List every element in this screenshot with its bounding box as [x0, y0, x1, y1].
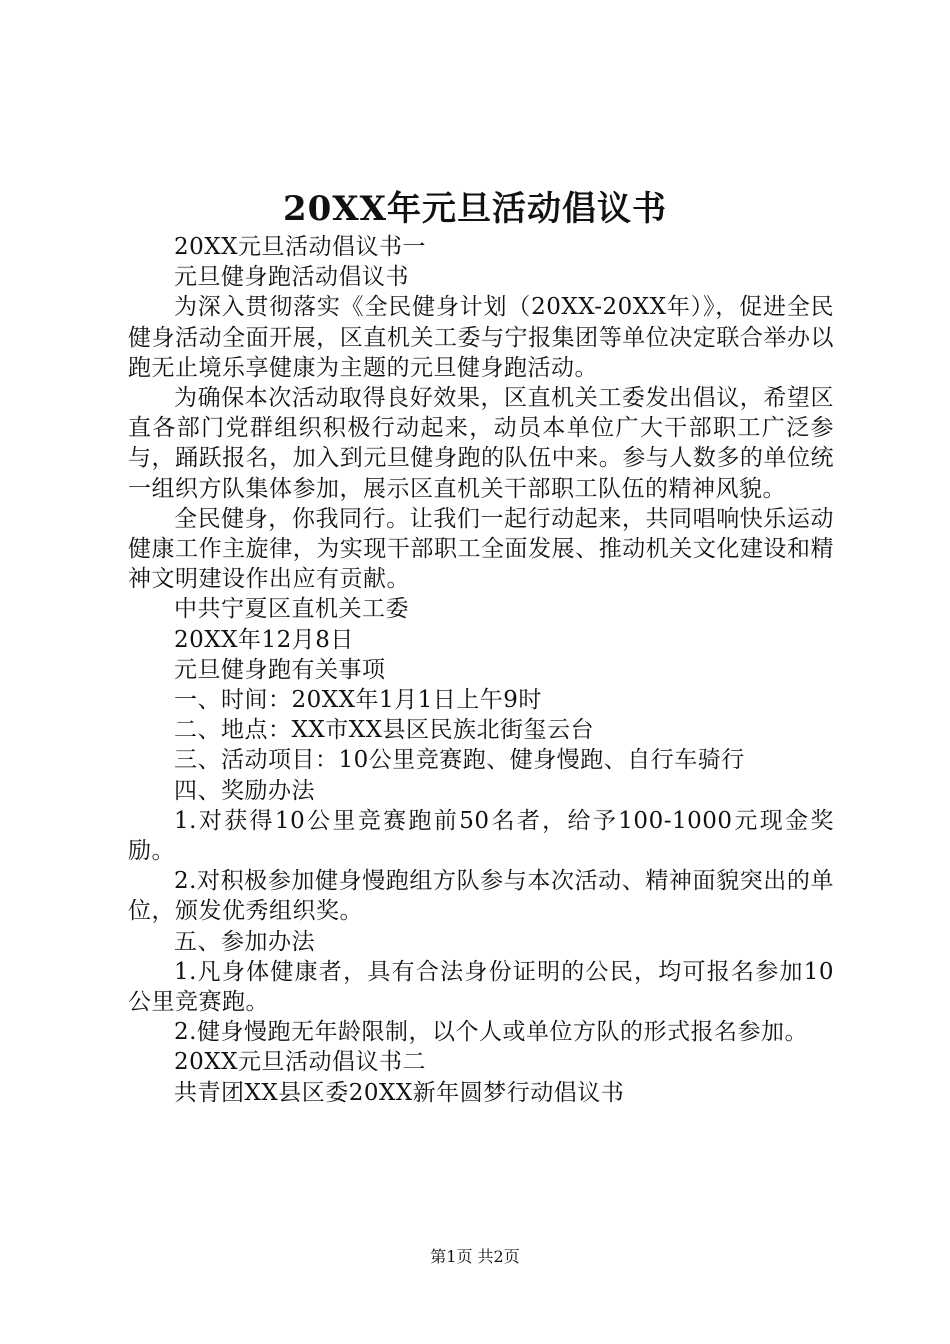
document-title: 20XX年元旦活动倡议书 — [282, 189, 668, 229]
paragraph: 20XX元旦活动倡议书一 — [174, 234, 427, 260]
paragraph: 全民健身，你我同行。让我们一起行动起来，共同唱响快乐运动健康工作主旋律，为实现干部职工全面发展、推动机关文化建设和精神文明建设作出应有贡献。 — [128, 505, 834, 593]
paragraph: 一、时间：20XX年1月1日上午9时 — [174, 687, 542, 714]
paragraph: 1.凡身体健康者，具有合法身份证明的公民，均可报名参加10公里竞赛跑。 — [128, 958, 834, 1016]
paragraph: 20XX元旦活动倡议书二 — [174, 1049, 427, 1076]
paragraph: 五、参加办法 — [174, 928, 315, 955]
paragraph: 元旦健身跑活动倡议书 — [174, 264, 409, 291]
paragraph: 为确保本次活动取得良好效果，区直机关工委发出倡议，希望区直各部门党群组织积极行动起来，动员本单位广大干部职工广泛参与，踊跃报名，加入到元旦健身跑的队伍中来。参与人数多的单位统一组织方队集体参加，展示区直机关干部职工队伍的精神风貌。 — [128, 385, 834, 502]
document-body — [128, 232, 834, 1108]
paragraph: 中共宁夏区直机关工委 — [174, 596, 409, 623]
page-footer: 第1页 共2页 — [430, 1247, 520, 1266]
paragraph: 三、活动项目：10公里竞赛跑、健身慢跑、自行车骑行 — [174, 747, 745, 774]
paragraph: 四、奖励办法 — [174, 777, 315, 804]
paragraph: 1.对获得10公里竞赛跑前50名者，给予100-1000元现金奖励。 — [128, 807, 834, 865]
paragraph: 元旦健身跑有关事项 — [174, 656, 386, 683]
paragraph: 2.健身慢跑无年龄限制，以个人或单位方队的形式报名参加。 — [174, 1019, 808, 1046]
paragraph: 二、地点：XX市XX县区民族北街玺云台 — [174, 717, 594, 744]
paragraph: 2.对积极参加健身慢跑组方队参与本次活动、精神面貌突出的单位，颁发优秀组织奖。 — [128, 868, 834, 925]
paragraph: 为深入贯彻落实《全民健身计划（20XX-20XX年）》，促进全民健身活动全面开展，区直机关工委与宁报集团等单位决定联合举办以跑无止境乐享健康为主题的元旦健身跑活动。 — [128, 294, 834, 381]
paragraph: 共青团XX县区委20XX新年圆梦行动倡议书 — [174, 1079, 625, 1106]
paragraph: 20XX年12月8日 — [174, 626, 354, 653]
